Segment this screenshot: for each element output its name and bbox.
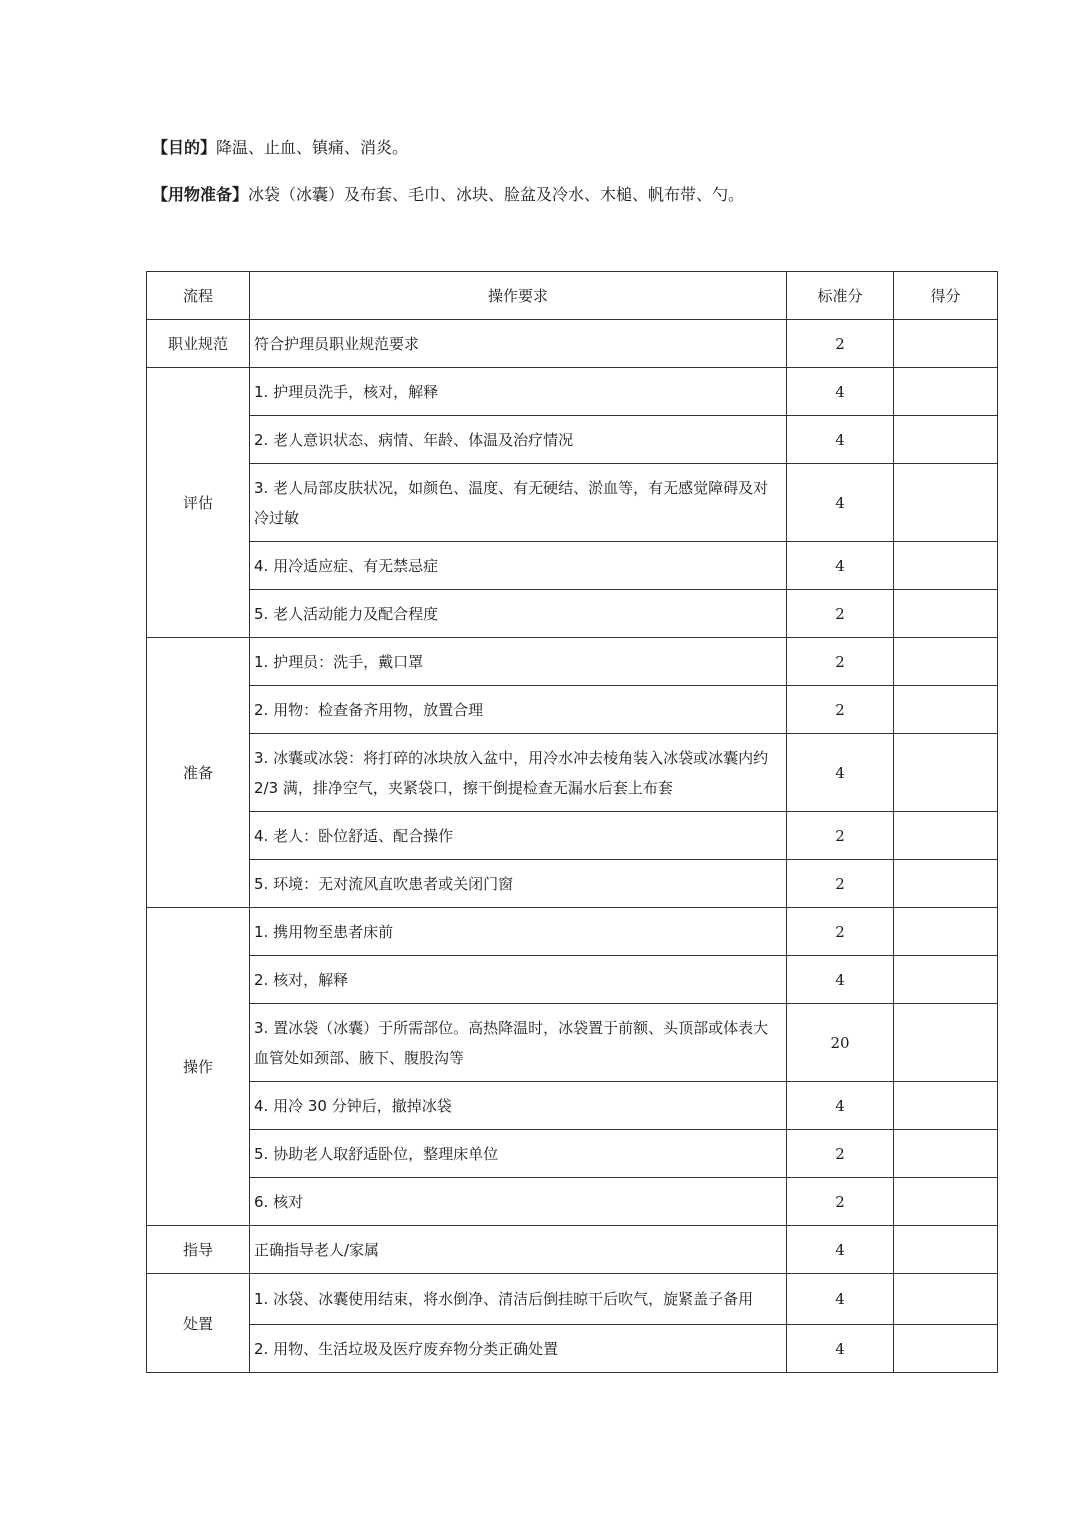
standard-score-cell: 4: [787, 1082, 894, 1130]
score-input-cell[interactable]: [894, 1325, 998, 1373]
score-input-cell[interactable]: [894, 638, 998, 686]
process-cell: 准备: [147, 638, 250, 908]
standard-score-cell: 4: [787, 956, 894, 1004]
standard-score-cell: 4: [787, 1226, 894, 1274]
score-input-cell[interactable]: [894, 1004, 998, 1082]
score-input-cell[interactable]: [894, 908, 998, 956]
scoring-table: [146, 271, 998, 1373]
process-cell: 职业规范: [147, 320, 250, 368]
purpose-label: 【目的】: [152, 138, 217, 157]
table-row: [147, 638, 998, 686]
table-row: [147, 860, 998, 908]
supplies-label: 【用物准备】: [152, 185, 249, 204]
header-standard-score: 标准分: [787, 272, 894, 320]
standard-score-cell: 4: [787, 416, 894, 464]
requirement-cell: 正确指导老人/家属: [250, 1226, 787, 1274]
score-input-cell[interactable]: [894, 686, 998, 734]
supplies-line: [152, 185, 744, 205]
table-row: [147, 734, 998, 812]
table-row: [147, 368, 998, 416]
header-process: 流程: [147, 272, 250, 320]
header-obtained-score: 得分: [894, 272, 998, 320]
requirement-cell: 5. 老人活动能力及配合程度: [250, 590, 787, 638]
table-row: [147, 590, 998, 638]
requirement-cell: 3. 置冰袋（冰囊）于所需部位。高热降温时，冰袋置于前额、头顶部或体表大血管处如颈部、腋下、腹股沟等: [250, 1004, 787, 1082]
score-input-cell[interactable]: [894, 416, 998, 464]
requirement-cell: 2. 核对，解释: [250, 956, 787, 1004]
standard-score-cell: 4: [787, 1325, 894, 1373]
score-input-cell[interactable]: [894, 320, 998, 368]
table-row: [147, 1082, 998, 1130]
requirement-cell: 6. 核对: [250, 1178, 787, 1226]
table-header-row: [147, 272, 998, 320]
table-row: [147, 956, 998, 1004]
score-input-cell[interactable]: [894, 734, 998, 812]
requirement-cell: 1. 护理员：洗手，戴口罩: [250, 638, 787, 686]
table-row: [147, 542, 998, 590]
requirement-cell: 5. 协助老人取舒适卧位，整理床单位: [250, 1130, 787, 1178]
requirement-cell: 4. 老人：卧位舒适、配合操作: [250, 812, 787, 860]
standard-score-cell: 2: [787, 590, 894, 638]
score-input-cell[interactable]: [894, 1226, 998, 1274]
score-input-cell[interactable]: [894, 464, 998, 542]
requirement-cell: 4. 用冷 30 分钟后，撤掉冰袋: [250, 1082, 787, 1130]
table-row: [147, 320, 998, 368]
table-row: [147, 1130, 998, 1178]
standard-score-cell: 2: [787, 1178, 894, 1226]
standard-score-cell: 4: [787, 542, 894, 590]
process-cell: 处置: [147, 1274, 250, 1373]
requirement-cell: 2. 老人意识状态、病情、年龄、体温及治疗情况: [250, 416, 787, 464]
requirement-cell: 2. 用物、生活垃圾及医疗废弃物分类正确处置: [250, 1325, 787, 1373]
requirement-cell: 符合护理员职业规范要求: [250, 320, 787, 368]
requirement-cell: 1. 护理员洗手，核对，解释: [250, 368, 787, 416]
table-row: [147, 464, 998, 542]
standard-score-cell: 2: [787, 860, 894, 908]
requirement-cell: 3. 老人局部皮肤状况，如颜色、温度、有无硬结、淤血等，有无感觉障碍及对冷过敏: [250, 464, 787, 542]
requirement-cell: 1. 冰袋、冰囊使用结束，将水倒净、清洁后倒挂晾干后吹气，旋紧盖子备用: [250, 1274, 787, 1325]
score-input-cell[interactable]: [894, 1178, 998, 1226]
table-row: [147, 416, 998, 464]
score-input-cell[interactable]: [894, 590, 998, 638]
score-input-cell[interactable]: [894, 542, 998, 590]
standard-score-cell: 20: [787, 1004, 894, 1082]
process-cell: 操作: [147, 908, 250, 1226]
purpose-line: [152, 138, 408, 158]
score-input-cell[interactable]: [894, 860, 998, 908]
standard-score-cell: 2: [787, 638, 894, 686]
score-input-cell[interactable]: [894, 956, 998, 1004]
supplies-text: 冰袋（冰囊）及布套、毛巾、冰块、脸盆及冷水、木槌、帆布带、勺。: [248, 185, 745, 204]
requirement-cell: 2. 用物：检查备齐用物，放置合理: [250, 686, 787, 734]
process-cell: 评估: [147, 368, 250, 638]
standard-score-cell: 4: [787, 1274, 894, 1325]
process-cell: 指导: [147, 1226, 250, 1274]
table-row: [147, 1178, 998, 1226]
score-input-cell[interactable]: [894, 812, 998, 860]
purpose-text: 降温、止血、镇痛、消炎。: [216, 138, 409, 157]
score-input-cell[interactable]: [894, 368, 998, 416]
standard-score-cell: 4: [787, 734, 894, 812]
requirement-cell: 4. 用冷适应症、有无禁忌症: [250, 542, 787, 590]
header-requirements: 操作要求: [250, 272, 787, 320]
standard-score-cell: 2: [787, 320, 894, 368]
table-row: [147, 686, 998, 734]
table-row: [147, 1274, 998, 1325]
standard-score-cell: 2: [787, 686, 894, 734]
table-row: [147, 812, 998, 860]
score-input-cell[interactable]: [894, 1082, 998, 1130]
standard-score-cell: 2: [787, 812, 894, 860]
standard-score-cell: 2: [787, 908, 894, 956]
standard-score-cell: 4: [787, 464, 894, 542]
requirement-cell: 1. 携用物至患者床前: [250, 908, 787, 956]
standard-score-cell: 4: [787, 368, 894, 416]
score-input-cell[interactable]: [894, 1130, 998, 1178]
table-row: [147, 908, 998, 956]
standard-score-cell: 2: [787, 1130, 894, 1178]
table-row: [147, 1004, 998, 1082]
table-row: [147, 1226, 998, 1274]
requirement-cell: 3. 冰囊或冰袋：将打碎的冰块放入盆中，用冷水冲去棱角装入冰袋或冰囊内约 2/3 满，排净空气，夹紧袋口，擦干倒提检查无漏水后套上布套: [250, 734, 787, 812]
table-row: [147, 1325, 998, 1373]
requirement-cell: 5. 环境：无对流风直吹患者或关闭门窗: [250, 860, 787, 908]
score-input-cell[interactable]: [894, 1274, 998, 1325]
